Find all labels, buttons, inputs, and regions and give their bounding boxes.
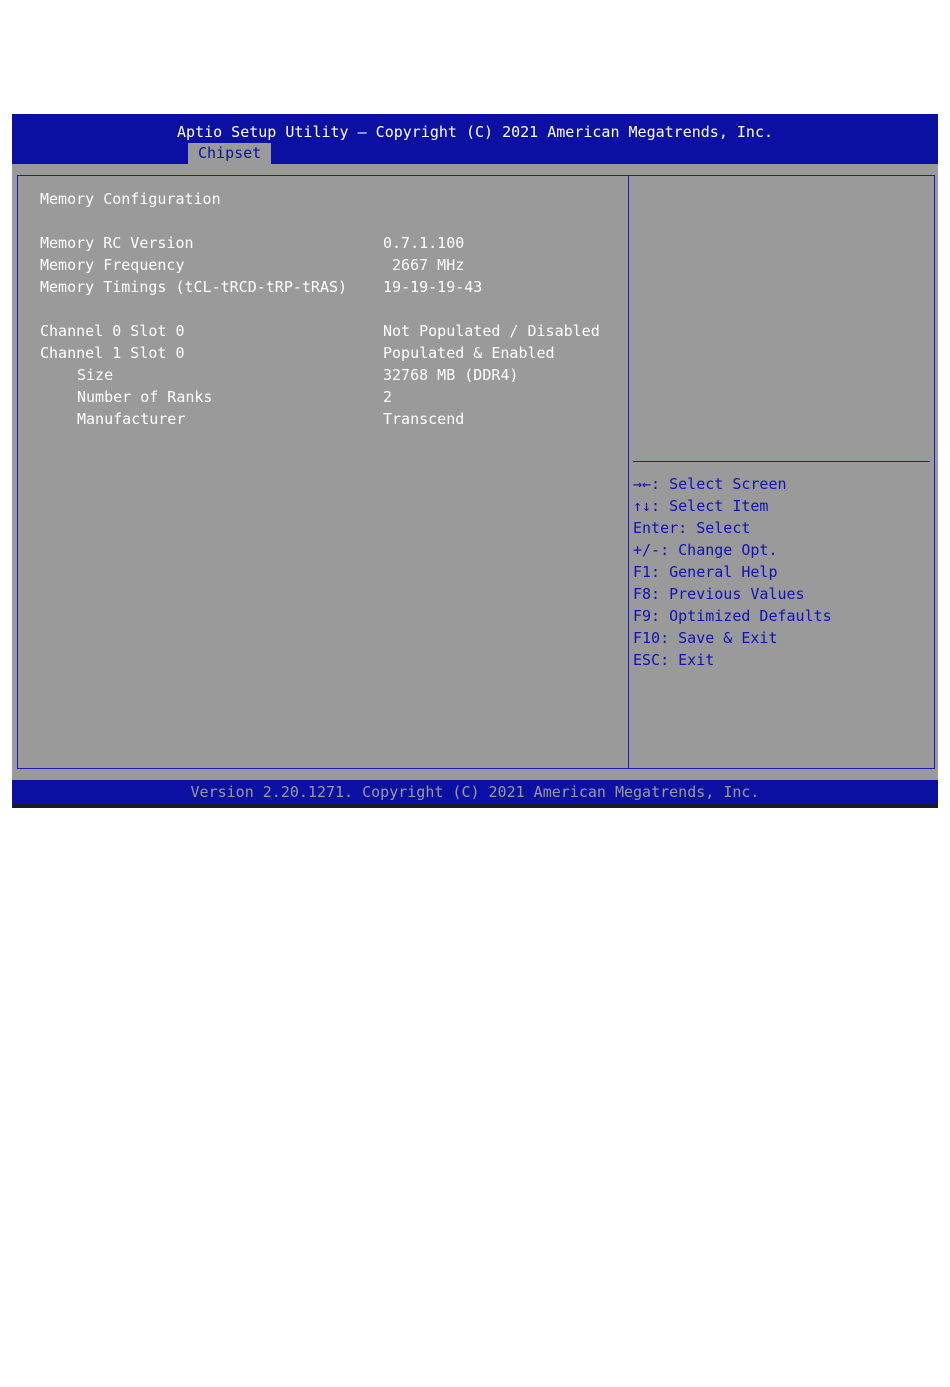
channel0-slot0-label: Channel 0 Slot 0: [40, 322, 185, 340]
bios-setup-screen: [12, 114, 938, 808]
help-key-change-opt: +/-: Change Opt.: [633, 541, 778, 559]
memory-timings-label: Memory Timings (tCL-tRCD-tRP-tRAS): [40, 278, 348, 296]
size-label: Size: [77, 366, 114, 384]
help-key-enter: Enter: Select: [633, 519, 751, 537]
help-key-select-item: ↑↓: Select Item: [633, 497, 769, 515]
manufacturer-value: Transcend: [383, 410, 465, 428]
channel0-slot0-value: Not Populated / Disabled: [383, 322, 600, 340]
help-divider: [633, 461, 930, 462]
manufacturer-label: Manufacturer: [77, 410, 186, 428]
footer-shadow: [12, 804, 938, 808]
utility-title: Aptio Setup Utility – Copyright (C) 2021 American Megatrends, Inc.: [176, 123, 774, 141]
help-key-select-screen: →←: Select Screen: [633, 475, 787, 493]
help-key-general-help: F1: General Help: [633, 563, 778, 581]
section-title: Memory Configuration: [40, 190, 221, 208]
help-key-save-exit: F10: Save & Exit: [633, 629, 778, 647]
channel1-slot0-value: Populated & Enabled: [383, 344, 555, 362]
tab-chipset[interactable]: Chipset: [188, 143, 271, 164]
help-key-previous-values: F8: Previous Values: [633, 585, 805, 603]
channel1-slot0-label: Channel 1 Slot 0: [40, 344, 185, 362]
help-panel: [628, 175, 935, 769]
memory-rc-version-label: Memory RC Version: [40, 234, 194, 252]
version-text: Version 2.20.1271. Copyright (C) 2021 American Megatrends, Inc.: [190, 783, 760, 801]
help-key-optimized-defaults: F9: Optimized Defaults: [633, 607, 832, 625]
number-of-ranks-value: 2: [383, 388, 393, 406]
number-of-ranks-label: Number of Ranks: [77, 388, 213, 406]
memory-timings-value: 19-19-19-43: [383, 278, 483, 296]
memory-frequency-label: Memory Frequency: [40, 256, 185, 274]
memory-frequency-value: 2667 MHz: [383, 256, 465, 274]
memory-rc-version-value: 0.7.1.100: [383, 234, 465, 252]
size-value: 32768 MB (DDR4): [383, 366, 519, 384]
footer-bar: [12, 780, 938, 808]
title-bar: [12, 114, 938, 164]
main-panel: [17, 175, 629, 769]
help-key-esc-exit: ESC: Exit: [633, 651, 715, 669]
